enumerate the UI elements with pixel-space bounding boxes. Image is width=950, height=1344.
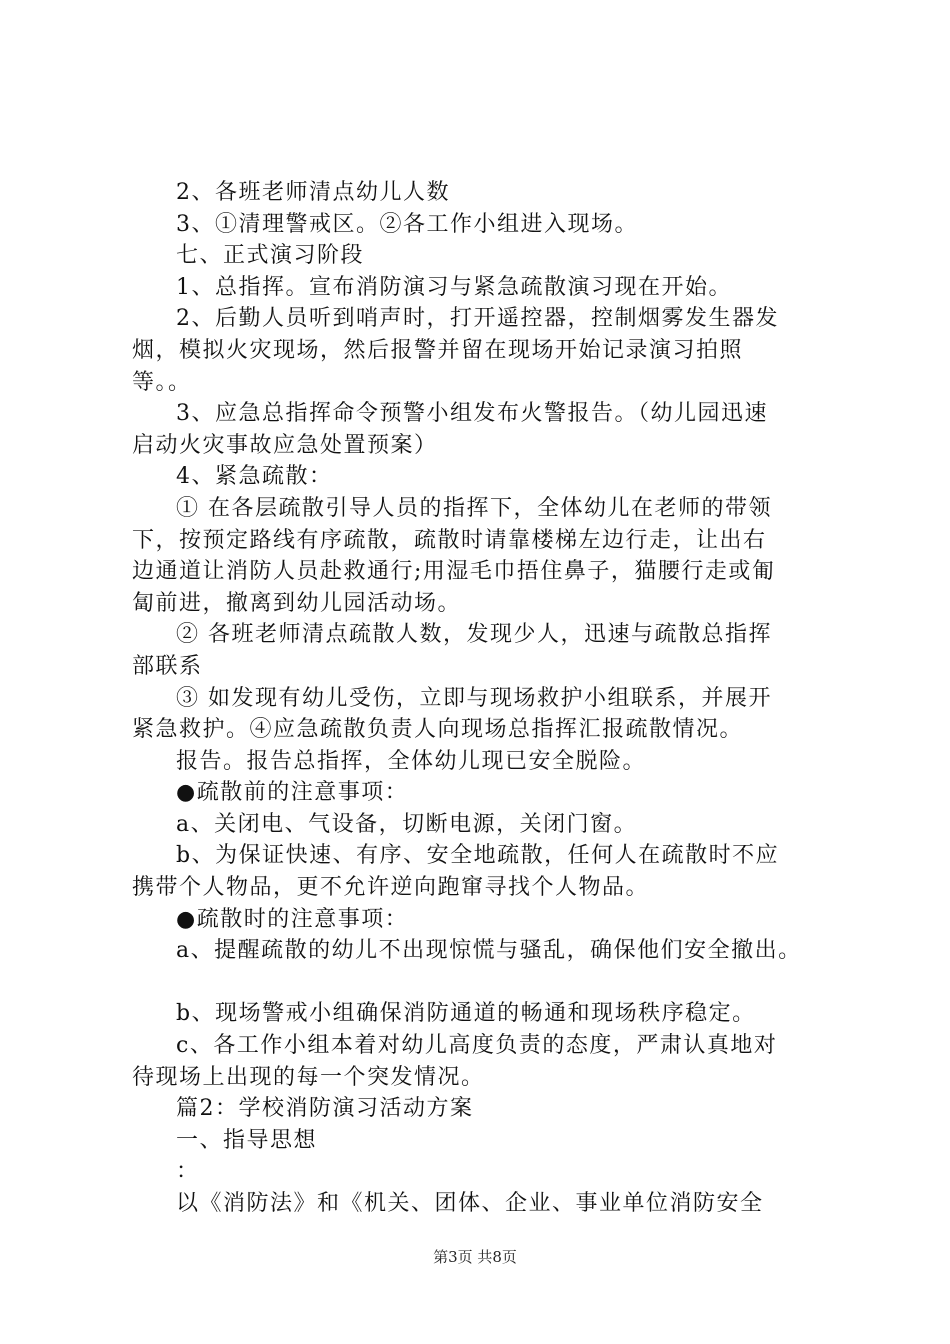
- text-line: 烟，模拟火灾现场，然后报警并留在现场开始记录演习拍照: [132, 337, 744, 363]
- text-line: 4、紧急疏散：: [176, 464, 333, 490]
- text-line: 七、正式演习阶段: [176, 243, 365, 269]
- text-line: 3、应急总指挥命令预警小组发布火警报告。（幼儿园迅速: [176, 401, 768, 427]
- text-line: 报告。报告总指挥，全体幼儿现已安全脱险。: [176, 748, 647, 774]
- text-line: 启动火灾事故应急处置预案）: [132, 432, 438, 458]
- text-line: ●疏散时的注意事项：: [176, 906, 409, 932]
- text-line: 篇2：学校消防演习活动方案: [176, 1096, 474, 1122]
- page-footer: 第3页 共8页: [433, 1248, 517, 1266]
- text-line: ●疏散前的注意事项：: [176, 780, 409, 806]
- text-line: 2、各班老师清点幼儿人数: [176, 180, 450, 205]
- text-line: 紧急救护。④应急疏散负责人向现场总指挥汇报疏散情况。: [132, 717, 744, 743]
- text-line: 2、后勤人员听到哨声时，打开遥控器，控制烟雾发生器发: [176, 306, 779, 332]
- text-line: 以《消防法》和《机关、团体、企业、事业单位消防安全: [176, 1191, 764, 1216]
- text-line: 等。。: [132, 369, 192, 395]
- text-line: 1、总指挥。宣布消防演习与紧急疏散演习现在开始。: [176, 274, 732, 300]
- text-line: ② 各班老师清点疏散人数，发现少人，迅速与疏散总指挥: [176, 622, 772, 648]
- text-line: 边通道让消防人员赴救通行;用湿毛巾捂住鼻子，猫腰行走或匍: [132, 559, 776, 585]
- text-line: a、提醒疏散的幼儿不出现惊慌与骚乱，确保他们安全撤出。: [176, 938, 802, 964]
- text-line: 一、指导思想: [176, 1127, 318, 1153]
- text-line: b、现场警戒小组确保消防通道的畅通和现场秩序稳定。: [176, 1001, 756, 1027]
- blank-line: [132, 967, 832, 999]
- text-line: 携带个人物品，更不允许逆向跑窜寻找个人物品。: [132, 875, 650, 901]
- document-body: [132, 177, 832, 1220]
- text-line: b、为保证快速、有序、安全地疏散，任何人在疏散时不应: [176, 843, 780, 869]
- text-line: c、各工作小组本着对幼儿高度负责的态度，严肃认真地对: [176, 1033, 778, 1059]
- text-line: 3、①清理警戒区。②各工作小组进入现场。: [176, 211, 638, 237]
- text-line: ① 在各层疏散引导人员的指挥下，全体幼儿在老师的带领: [176, 495, 772, 521]
- text-line: ：: [176, 1159, 200, 1185]
- text-line: a、关闭电、气设备，切断电源，关闭门窗。: [176, 811, 638, 837]
- text-line: 待现场上出现的每一个突发情况。: [132, 1064, 485, 1090]
- text-line: ③ 如发现有幼儿受伤，立即与现场救护小组联系，并展开: [176, 685, 772, 711]
- text-line: 部联系: [132, 653, 203, 679]
- text-line: 下，按预定路线有序疏散，疏散时请靠楼梯左边行走，让出右: [132, 527, 767, 553]
- text-line: 匐前进，撤离到幼儿园活动场。: [132, 590, 462, 616]
